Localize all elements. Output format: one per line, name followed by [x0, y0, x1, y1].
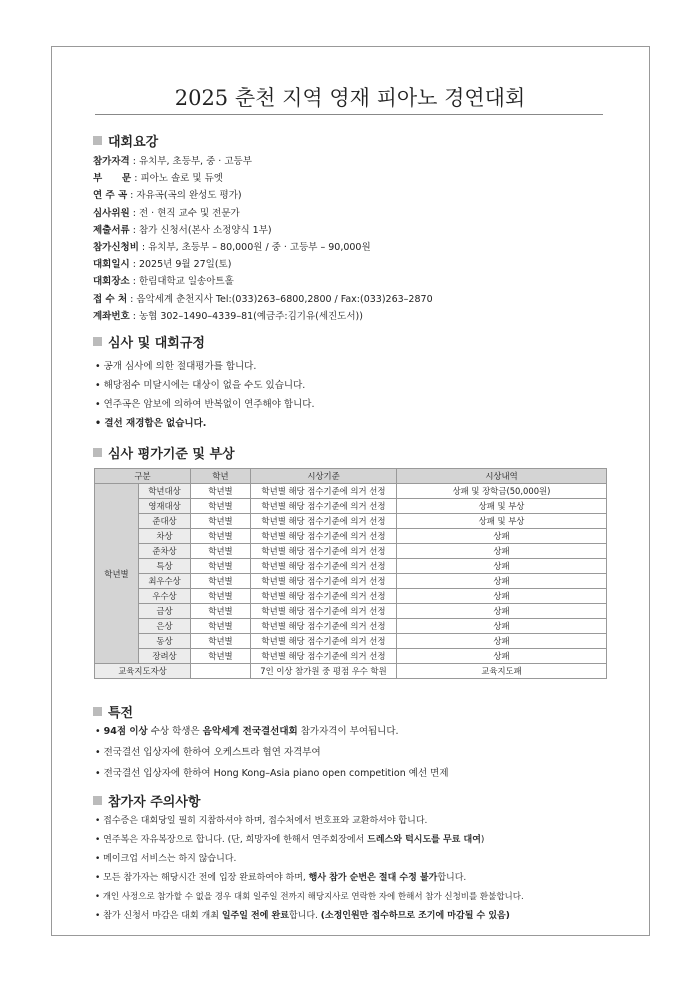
table-header-row [95, 469, 607, 484]
outline-item [93, 153, 433, 170]
table-cell-grade: 학년별 [191, 604, 251, 619]
group-cell: 학년별 [95, 484, 139, 664]
table-cell-criteria: 학년별 해당 점수기준에 의거 선정 [251, 514, 397, 529]
outline-value: : 피아노 솔로 및 듀엣 [131, 173, 223, 185]
table-cell-grade [191, 664, 251, 679]
outline-label: 심사위원 [93, 207, 130, 219]
bold-text: (소정인원만 접수하므로 조기에 마감될 수 있음) [320, 911, 510, 921]
rules-item: • 연주곡은 암보에 의하여 반복없이 연주해야 합니다. [95, 399, 315, 410]
outline-value: : 유치부, 초등부 – 80,000원 / 중 · 고등부 – 90,000원 [138, 241, 371, 253]
table-row [95, 514, 607, 529]
bold-text: 일주일 전에 완료 [221, 911, 289, 921]
outline-value: : 한림대학교 일송아트홀 [129, 276, 234, 288]
table-row-edu [95, 664, 607, 679]
table-cell-prize: 상패 및 부상 [397, 514, 607, 529]
outline-label: 제출서류 [93, 224, 130, 236]
outline-value: : 유치부, 초등부, 중 · 고등부 [129, 156, 252, 167]
table-cell-criteria: 학년별 해당 점수기준에 의거 선정 [251, 589, 397, 604]
table-row [95, 619, 607, 634]
table-row [95, 589, 607, 604]
table-row [95, 544, 607, 559]
bold-text: 행사 참가 순번은 절대 수정 불가 [308, 873, 438, 883]
outline-item [93, 291, 433, 308]
benefit-item: • 전국결선 입상자에 한하여 오케스트라 협연 자격부여 [95, 747, 321, 758]
benefit-item: • 전국결선 입상자에 한하여 Hong Kong–Asia piano open competition 예선 면제 [95, 768, 449, 779]
section-outline-heading [93, 131, 158, 150]
outline-item [93, 239, 433, 256]
rules-list [95, 357, 314, 433]
outline-value: : 참가 신청서(본사 소정양식 1부) [129, 224, 272, 236]
outline-label: 접 수 처 [93, 293, 128, 305]
table-cell-award: 준대상 [139, 514, 191, 529]
square-bullet-icon [93, 337, 102, 346]
table-cell-criteria: 학년별 해당 점수기준에 의거 선정 [251, 604, 397, 619]
table-cell-criteria: 학년별 해당 점수기준에 의거 선정 [251, 634, 397, 649]
text-span: • [95, 726, 104, 737]
outline-label: 계좌번호 [93, 310, 130, 322]
section-criteria-heading [93, 443, 235, 462]
table-cell-award: 동상 [139, 634, 191, 649]
text-span: • 참가 신청서 마감은 대회 개최 [95, 911, 222, 921]
outline-label: 참가자격 [93, 156, 130, 167]
text-span: • 모든 참가자는 해당시간 전에 입장 완료하여야 하며, [95, 873, 309, 883]
table-cell-grade: 학년별 [191, 574, 251, 589]
text-span: • 연주복은 자유복장으로 합니다. (단, 희망자에 한해서 연주회장에서 [95, 835, 368, 845]
table-cell-grade: 학년별 [191, 634, 251, 649]
outline-value: : 농협 302–1490–4339–81(예금주:김기유(세진도서)) [129, 310, 363, 322]
outline-value: : 2025년 9월 27일(토) [129, 259, 232, 271]
table-header: 학년 [191, 469, 251, 484]
table-cell-grade: 학년별 [191, 514, 251, 529]
table-cell-criteria: 학년별 해당 점수기준에 의거 선정 [251, 544, 397, 559]
note-item [95, 907, 524, 926]
table-cell-grade: 학년별 [191, 529, 251, 544]
outline-label: 대회일시 [93, 259, 130, 271]
notes-list [95, 812, 524, 926]
table-cell-criteria: 학년별 해당 점수기준에 의거 선정 [251, 574, 397, 589]
note-item [95, 831, 524, 850]
outline-item [93, 222, 433, 239]
table-cell-criteria: 학년별 해당 점수기준에 의거 선정 [251, 649, 397, 664]
table-cell-grade: 학년별 [191, 484, 251, 499]
section-benefits-heading [93, 702, 133, 721]
title-divider [95, 114, 603, 115]
table-row [95, 634, 607, 649]
table-cell-award: 학년대상 [139, 484, 191, 499]
section-benefits-title: 특전 [108, 706, 134, 721]
outline-label: 연 주 곡 [93, 190, 128, 202]
table-cell-award: 차상 [139, 529, 191, 544]
table-cell-prize: 상패 [397, 619, 607, 634]
table-cell-award: 우수상 [139, 589, 191, 604]
table-header: 구분 [95, 469, 191, 484]
table-cell-award: 장려상 [139, 649, 191, 664]
table-row [95, 649, 607, 664]
outline-label: 대회장소 [93, 276, 130, 288]
section-rules-heading [93, 332, 205, 351]
table-cell-prize: 상패 [397, 544, 607, 559]
table-cell-prize: 상패 [397, 634, 607, 649]
table-cell-prize: 상패 [397, 574, 607, 589]
rules-item: • 해당점수 미달시에는 대상이 없을 수도 있습니다. [95, 380, 306, 391]
table-cell-award: 금상 [139, 604, 191, 619]
rules-item: • 결선 재경합은 없습니다. [95, 418, 207, 429]
table-cell-prize: 상패 및 부상 [397, 499, 607, 514]
table-cell-criteria: 학년별 해당 점수기준에 의거 선정 [251, 529, 397, 544]
section-criteria-title: 심사 평가기준 및 부상 [108, 447, 235, 462]
section-notes-heading [93, 791, 200, 810]
section-notes-title: 참가자 주의사항 [108, 795, 201, 810]
table-cell-prize: 상패 [397, 559, 607, 574]
note-item: • 메이크업 서비스는 하지 않습니다. [95, 854, 237, 864]
table-row [95, 604, 607, 619]
table-cell-prize: 상패 [397, 649, 607, 664]
table-cell-award: 교육지도자상 [95, 664, 191, 679]
outline-value: : 자유곡(곡의 완성도 평가) [127, 190, 242, 202]
outline-list [93, 153, 433, 325]
note-item: • 개인 사정으로 참가할 수 없을 경우 대회 일주일 전까지 해당지사로 연락한 자에 한해서 참가 신청비를 환불합니다. [95, 892, 524, 902]
table-row [95, 559, 607, 574]
outline-item [93, 205, 433, 222]
outline-item [93, 187, 433, 204]
table-cell-grade: 학년별 [191, 619, 251, 634]
text-span: 수상 학생은 [147, 726, 203, 737]
outline-item [93, 256, 433, 273]
square-bullet-icon [93, 136, 102, 145]
bold-text: 94점 이상 [103, 726, 148, 737]
bold-text: 드레스와 턱시도를 무료 대여 [367, 835, 481, 845]
note-item [95, 869, 524, 888]
table-row [95, 499, 607, 514]
table-row [95, 529, 607, 544]
outline-value: : 전 · 현직 교수 및 전문가 [129, 207, 240, 219]
table-cell-grade: 학년별 [191, 559, 251, 574]
table-row [95, 574, 607, 589]
award-table [94, 468, 607, 679]
table-cell-grade: 학년별 [191, 499, 251, 514]
outline-label: 참가신청비 [93, 241, 139, 253]
benefits-list [95, 721, 449, 784]
table-cell-award: 영재대상 [139, 499, 191, 514]
table-cell-grade: 학년별 [191, 649, 251, 664]
table-cell-prize: 상패 [397, 529, 607, 544]
table-header: 시상내역 [397, 469, 607, 484]
table-cell-criteria: 학년별 해당 점수기준에 의거 선정 [251, 619, 397, 634]
table-cell-prize: 상패 [397, 604, 607, 619]
table-cell-prize: 상패 [397, 589, 607, 604]
note-item: • 접수증은 대회당일 필히 지참하셔야 하며, 접수처에서 번호표와 교환하셔야 합니다. [95, 816, 428, 826]
table-cell-award: 최우수상 [139, 574, 191, 589]
text-span: ) [480, 835, 485, 845]
table-cell-criteria: 학년별 해당 점수기준에 의거 선정 [251, 499, 397, 514]
section-rules-title: 심사 및 대회규정 [108, 336, 205, 351]
table-cell-criteria: 학년별 해당 점수기준에 의거 선정 [251, 559, 397, 574]
text-span: 참가자격이 부여됩니다. [297, 726, 399, 737]
bold-text: 음악세계 전국결선대회 [202, 726, 298, 737]
outline-item [93, 308, 433, 325]
page-title: 2025 춘천 지역 영재 피아노 경연대회 [174, 86, 526, 110]
table-cell-prize: 상패 및 장학금(50,000원) [397, 484, 607, 499]
section-outline-title: 대회요강 [108, 135, 159, 150]
square-bullet-icon [93, 796, 102, 805]
table-row [95, 484, 607, 499]
benefit-item [95, 721, 449, 742]
text-span: 합니다. [437, 873, 467, 883]
table-cell-award: 준차상 [139, 544, 191, 559]
square-bullet-icon [93, 707, 102, 716]
table-cell-grade: 학년별 [191, 544, 251, 559]
square-bullet-icon [93, 448, 102, 457]
table-cell-grade: 학년별 [191, 589, 251, 604]
text-span: 합니다. [288, 911, 321, 921]
table-cell-award: 은상 [139, 619, 191, 634]
outline-label: 부 문 [93, 173, 132, 185]
outline-value: : 음악세계 춘천지사 Tel:(033)263–6800,2800 / Fax:(033)263–2870 [127, 293, 433, 305]
table-cell-prize: 교육지도패 [397, 664, 607, 679]
table-cell-criteria: 학년별 해당 점수기준에 의거 선정 [251, 484, 397, 499]
outline-item [93, 273, 433, 290]
table-cell-criteria: 7인 이상 참가원 중 평점 우수 학원 [251, 664, 397, 679]
outline-item [93, 170, 433, 187]
table-header: 시상기준 [251, 469, 397, 484]
rules-item: • 공개 심사에 의한 절대평가를 합니다. [95, 361, 257, 372]
table-cell-award: 특상 [139, 559, 191, 574]
